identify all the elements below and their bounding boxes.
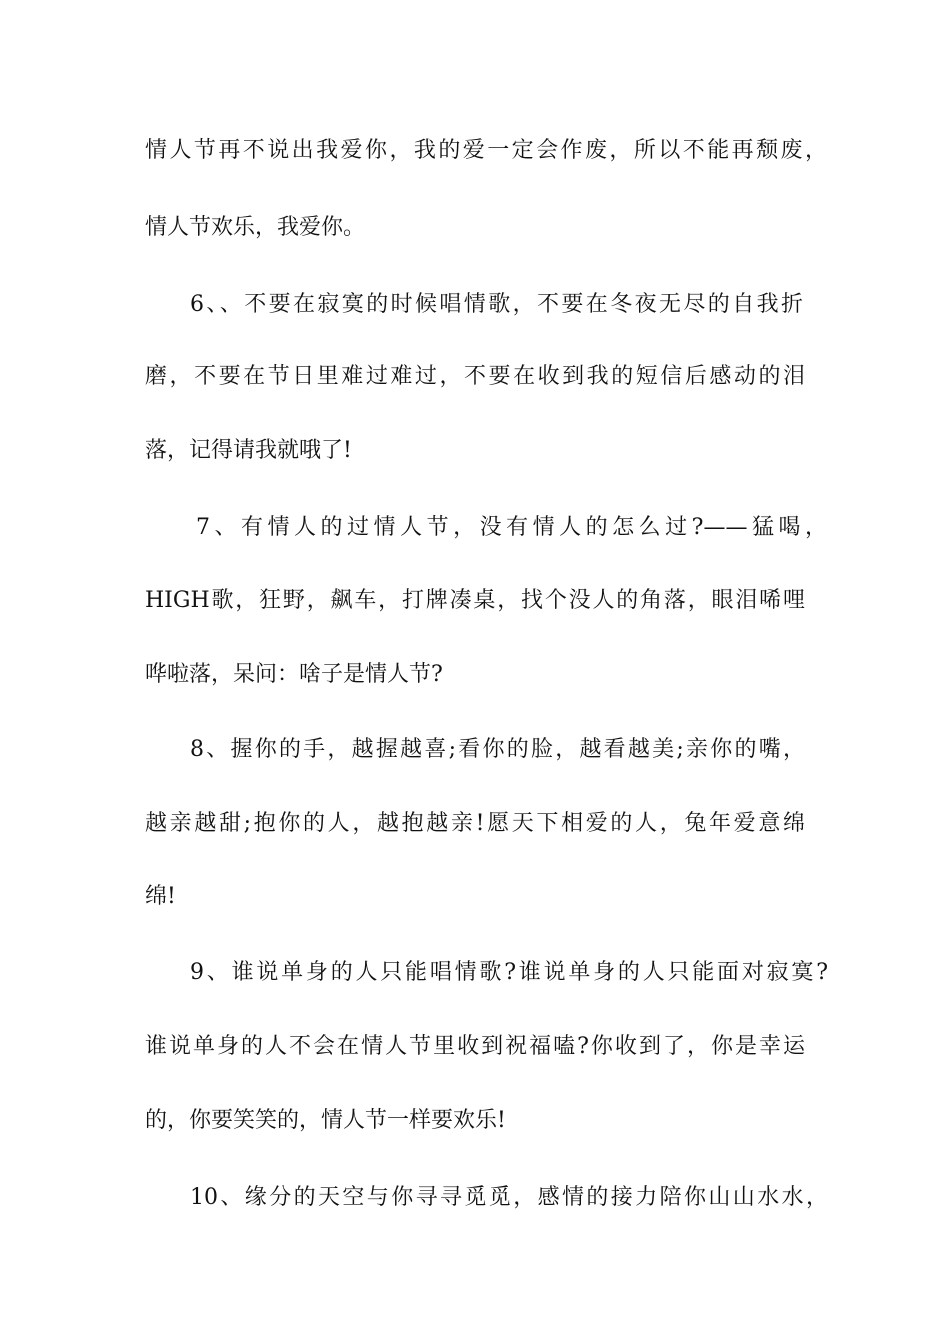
paragraph-8-first-line: 8、握你的手，越握越喜;看你的脸，越看越美;亲你的嘴，	[190, 737, 805, 762]
text-line: 落，记得请我就哦了!	[145, 438, 352, 463]
paragraph-10-first-line: 10、缘分的天空与你寻寻觅觅，感情的接力陪你山山水水，	[190, 1185, 828, 1210]
text-line: 谁说单身的人不会在情人节里收到祝福嗑?你收到了，你是幸运	[145, 1034, 805, 1059]
text-line: 越亲越甜;抱你的人，越抱越亲!愿天下相爱的人，兔年爱意绵	[145, 811, 805, 836]
text-line: 情人节欢乐，我爱你。	[145, 215, 366, 240]
text-line: 的，你要笑笑的，情人节一样要欢乐!	[145, 1108, 506, 1133]
text-line: HIGH歌，狂野，飙车，打牌凑桌，找个没人的角落，眼泪唏哩	[145, 588, 805, 613]
paragraph-7-first-line: 7、有情人的过情人节，没有情人的怎么过?——猛喝，	[196, 515, 827, 540]
text-line: 磨，不要在节日里难过难过，不要在收到我的短信后感动的泪	[145, 364, 805, 389]
text-line: 绵!	[145, 884, 176, 909]
paragraph-9-first-line: 9、谁说单身的人只能唱情歌?谁说单身的人只能面对寂寞?	[190, 960, 828, 985]
text-line: 情人节再不说出我爱你，我的爱一定会作废，所以不能再颓废，	[145, 138, 827, 163]
paragraph-6-first-line: 6、、不要在寂寞的时候唱情歌，不要在冬夜无尽的自我折	[190, 292, 803, 317]
text-line: 哗啦落，呆问：啥子是情人节?	[145, 662, 443, 687]
